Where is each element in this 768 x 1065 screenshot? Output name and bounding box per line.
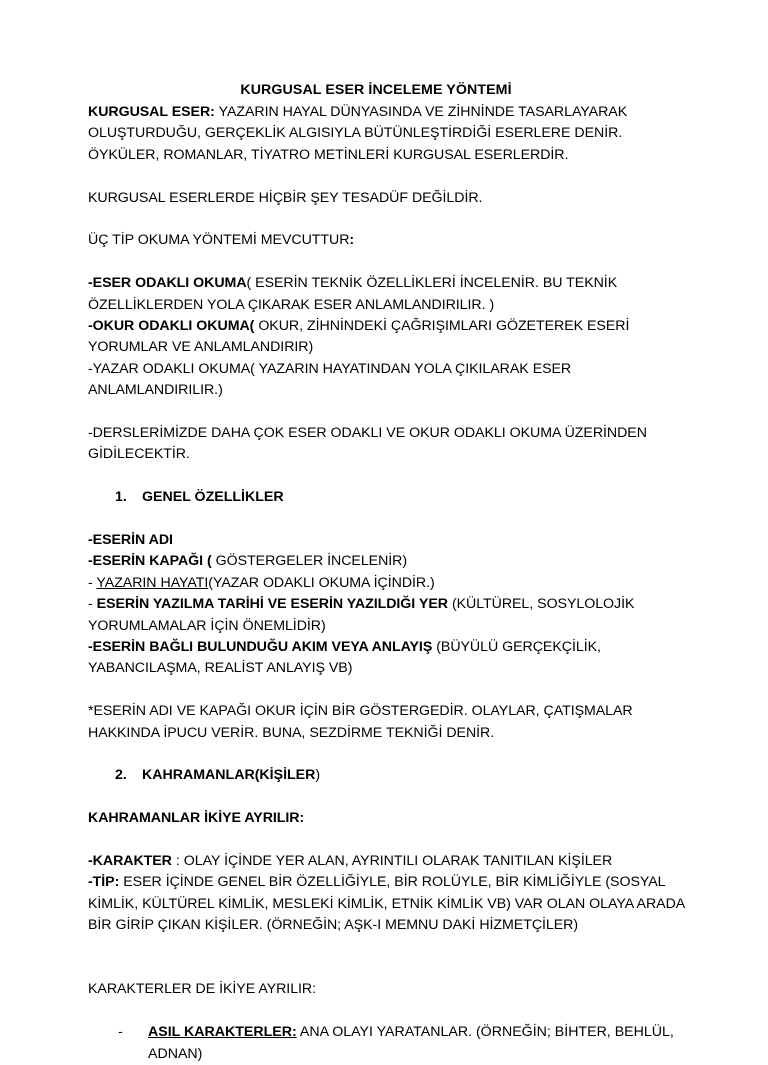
spacer <box>88 252 690 273</box>
tip-term: -TİP: <box>88 874 120 891</box>
okur-odakli-okuma-text: OKUR, ZİHNİNDEKİ ÇAĞRIŞIMLARI GÖZETEREK ESERİ YORUMLAR VE ANLAMLANDIRIR) <box>88 318 630 356</box>
akim-text: (BÜYÜLÜ GERÇEKÇİLİK, YABANCILAŞMA, REALİST ANLAYIŞ VB) <box>88 639 601 677</box>
list-item-genel-ozellikler <box>115 487 690 508</box>
paragraph-okur-odakli-okuma <box>88 316 690 359</box>
dash-prefix: - <box>88 574 97 591</box>
paragraph-karakter <box>88 851 690 872</box>
paragraph-derslerimizde: -DERSLERİMİZDE DAHA ÇOK ESER ODAKLI VE OKUR ODAKLI OKUMA ÜZERİNDEN GİDİLECEKTİR. <box>88 425 647 463</box>
yazilma-tarihi-text: (KÜLTÜREL, SOSYLOLOJİK YORUMLAMALAR İÇİN ÖNEMLİDİR) <box>88 596 635 634</box>
list-item-label: GENEL ÖZELLİKLER <box>142 489 284 506</box>
spacer <box>88 830 690 851</box>
yazarin-hayati-text: (YAZAR ODAKLI OKUMA İÇİNDİR.) <box>208 574 435 591</box>
paragraph-gostergedir: *ESERİN ADI VE KAPAĞI OKUR İÇİN BİR GÖSTERGEDİR. OLAYLAR, ÇATIŞMALAR HAKKINDA İPUCU VERİR. BUNA, SEZDİRME TEKNİĞİ DENİR. <box>88 703 633 741</box>
spacer <box>88 402 690 423</box>
paragraph-yazar-odakli-okuma: -YAZAR ODAKLI OKUMA( YAZARIN HAYATINDAN YOLA ÇIKILARAK ESER ANLAMLANDIRILIR.) <box>88 360 572 399</box>
kurgusal-eser-term: KURGUSAL ESER: <box>88 104 215 120</box>
spacer <box>88 466 690 487</box>
list-marker-dash: - <box>118 1024 123 1041</box>
spacer <box>88 958 690 979</box>
spacer <box>88 166 690 187</box>
spacer <box>88 787 690 808</box>
paragraph-yazarin-hayati <box>88 573 690 594</box>
paragraph-karakterler-de-ikiye-ayrilir: KARAKTERLER DE İKİYE AYRILIR: <box>88 981 317 998</box>
kahramanlar-ikiye-heading: KAHRAMANLAR İKİYE AYRILIR: <box>88 810 305 827</box>
list-item-kahramanlar <box>115 765 690 786</box>
asil-karakterler-term: ASIL KARAKTERLER: <box>148 1024 297 1041</box>
paragraph-kurgusal-eser-definition <box>88 102 690 166</box>
paragraph-eser-odakli-okuma <box>88 273 690 316</box>
spacer <box>88 509 690 530</box>
eser-odakli-okuma-text: ( ESERİN TEKNİK ÖZELLİKLERİ İNCELENİR. BU TEKNİK ÖZELLİKLERDEN YOLA ÇIKARAK ESER ANLAMLANDIRILIR. ) <box>88 275 618 313</box>
paragraph-kahramanlar-ikiye-ayrilir <box>88 808 690 829</box>
spacer <box>88 937 690 958</box>
spacer <box>88 680 690 701</box>
paragraph-uc-tip-heading <box>88 230 690 251</box>
uc-tip-text: ÜÇ TİP OKUMA YÖNTEMİ MEVCUTTUR <box>88 232 350 249</box>
paragraph-tip <box>88 872 690 936</box>
spacer <box>88 1001 690 1022</box>
list-marker: 1. <box>115 489 127 506</box>
okur-odakli-okuma-term: -OKUR ODAKLI OKUMA( <box>88 318 255 335</box>
asil-karakterler-text: ANA OLAYI YARATANLAR. (ÖRNEĞİN; BİHTER, BEHLÜL, ADNAN) <box>148 1024 674 1062</box>
list-item-label: KAHRAMANLAR(KİŞİLER <box>142 767 316 784</box>
list-item-asil-karakterler <box>118 1022 690 1065</box>
yazarin-hayati-term: YAZARIN HAYATI <box>96 574 209 591</box>
eserin-kapagi-term: -ESERİN KAPAĞI ( <box>88 553 212 570</box>
akim-term: -ESERİN BAĞLI BULUNDUĞU AKIM VEYA ANLAYIŞ <box>88 639 433 656</box>
paragraph-yazilma-tarihi <box>88 594 690 637</box>
list-item-label-suffix: ) <box>315 767 321 784</box>
kurgusal-eser-definition-text: YAZARIN HAYAL DÜNYASINDA VE ZİHNİNDE TASARLAYARAK OLUŞTURDUĞU, GERÇEKLİK ALGISIYLA BÜTÜNLEŞTİRDİĞİ ESERLERE DENİR. ÖYKÜLER, ROMANLAR, TİYATRO METİNLERİ KURGUSAL ESERLERDİR. <box>88 104 628 163</box>
spacer <box>88 744 690 765</box>
paragraph-eserin-kapagi <box>88 551 690 572</box>
paragraph-tesaduf: KURGUSAL ESERLERDE HİÇBİR ŞEY TESADÜF DEĞİLDİR. <box>88 189 483 206</box>
eserin-adi-term: -ESERİN ADI <box>88 532 173 549</box>
karakter-term: -KARAKTER <box>88 853 172 870</box>
dash-prefix: - <box>88 596 97 613</box>
uc-tip-colon: : <box>349 232 355 249</box>
spacer <box>88 209 690 230</box>
list-marker: 2. <box>115 767 127 784</box>
paragraph-eserin-adi <box>88 530 690 551</box>
page-title: KURGUSAL ESER İNCELEME YÖNTEMİ <box>240 82 512 98</box>
karakter-text: : OLAY İÇİNDE YER ALAN, AYRINTILI OLARAK TANITILAN KİŞİLER <box>171 853 613 870</box>
eser-odakli-okuma-term: -ESER ODAKLI OKUMA <box>88 275 247 292</box>
paragraph-akim-veya-anlayis <box>88 637 690 680</box>
yazilma-tarihi-term: ESERİN YAZILMA TARİHİ VE ESERİN YAZILDIĞI YER <box>96 596 448 613</box>
eserin-kapagi-text: GÖSTERGELER İNCELENİR) <box>211 553 408 570</box>
tip-text: ESER İÇİNDE GENEL BİR ÖZELLİĞİYLE, BİR ROLÜYLE, BİR KİMLİĞİYLE (SOSYAL KİMLİK, KÜLTÜREL KİMLİK, MESLEKİ KİMLİK, ETNİK KİMLİK VB) VAR OLAN OLAYA ARADA BİR GİRİP ÇIKAN KİŞİLER. (ÖRNEĞİN; AŞK-I MEMNU DAKİ HİZMETÇİLER) <box>88 874 685 934</box>
